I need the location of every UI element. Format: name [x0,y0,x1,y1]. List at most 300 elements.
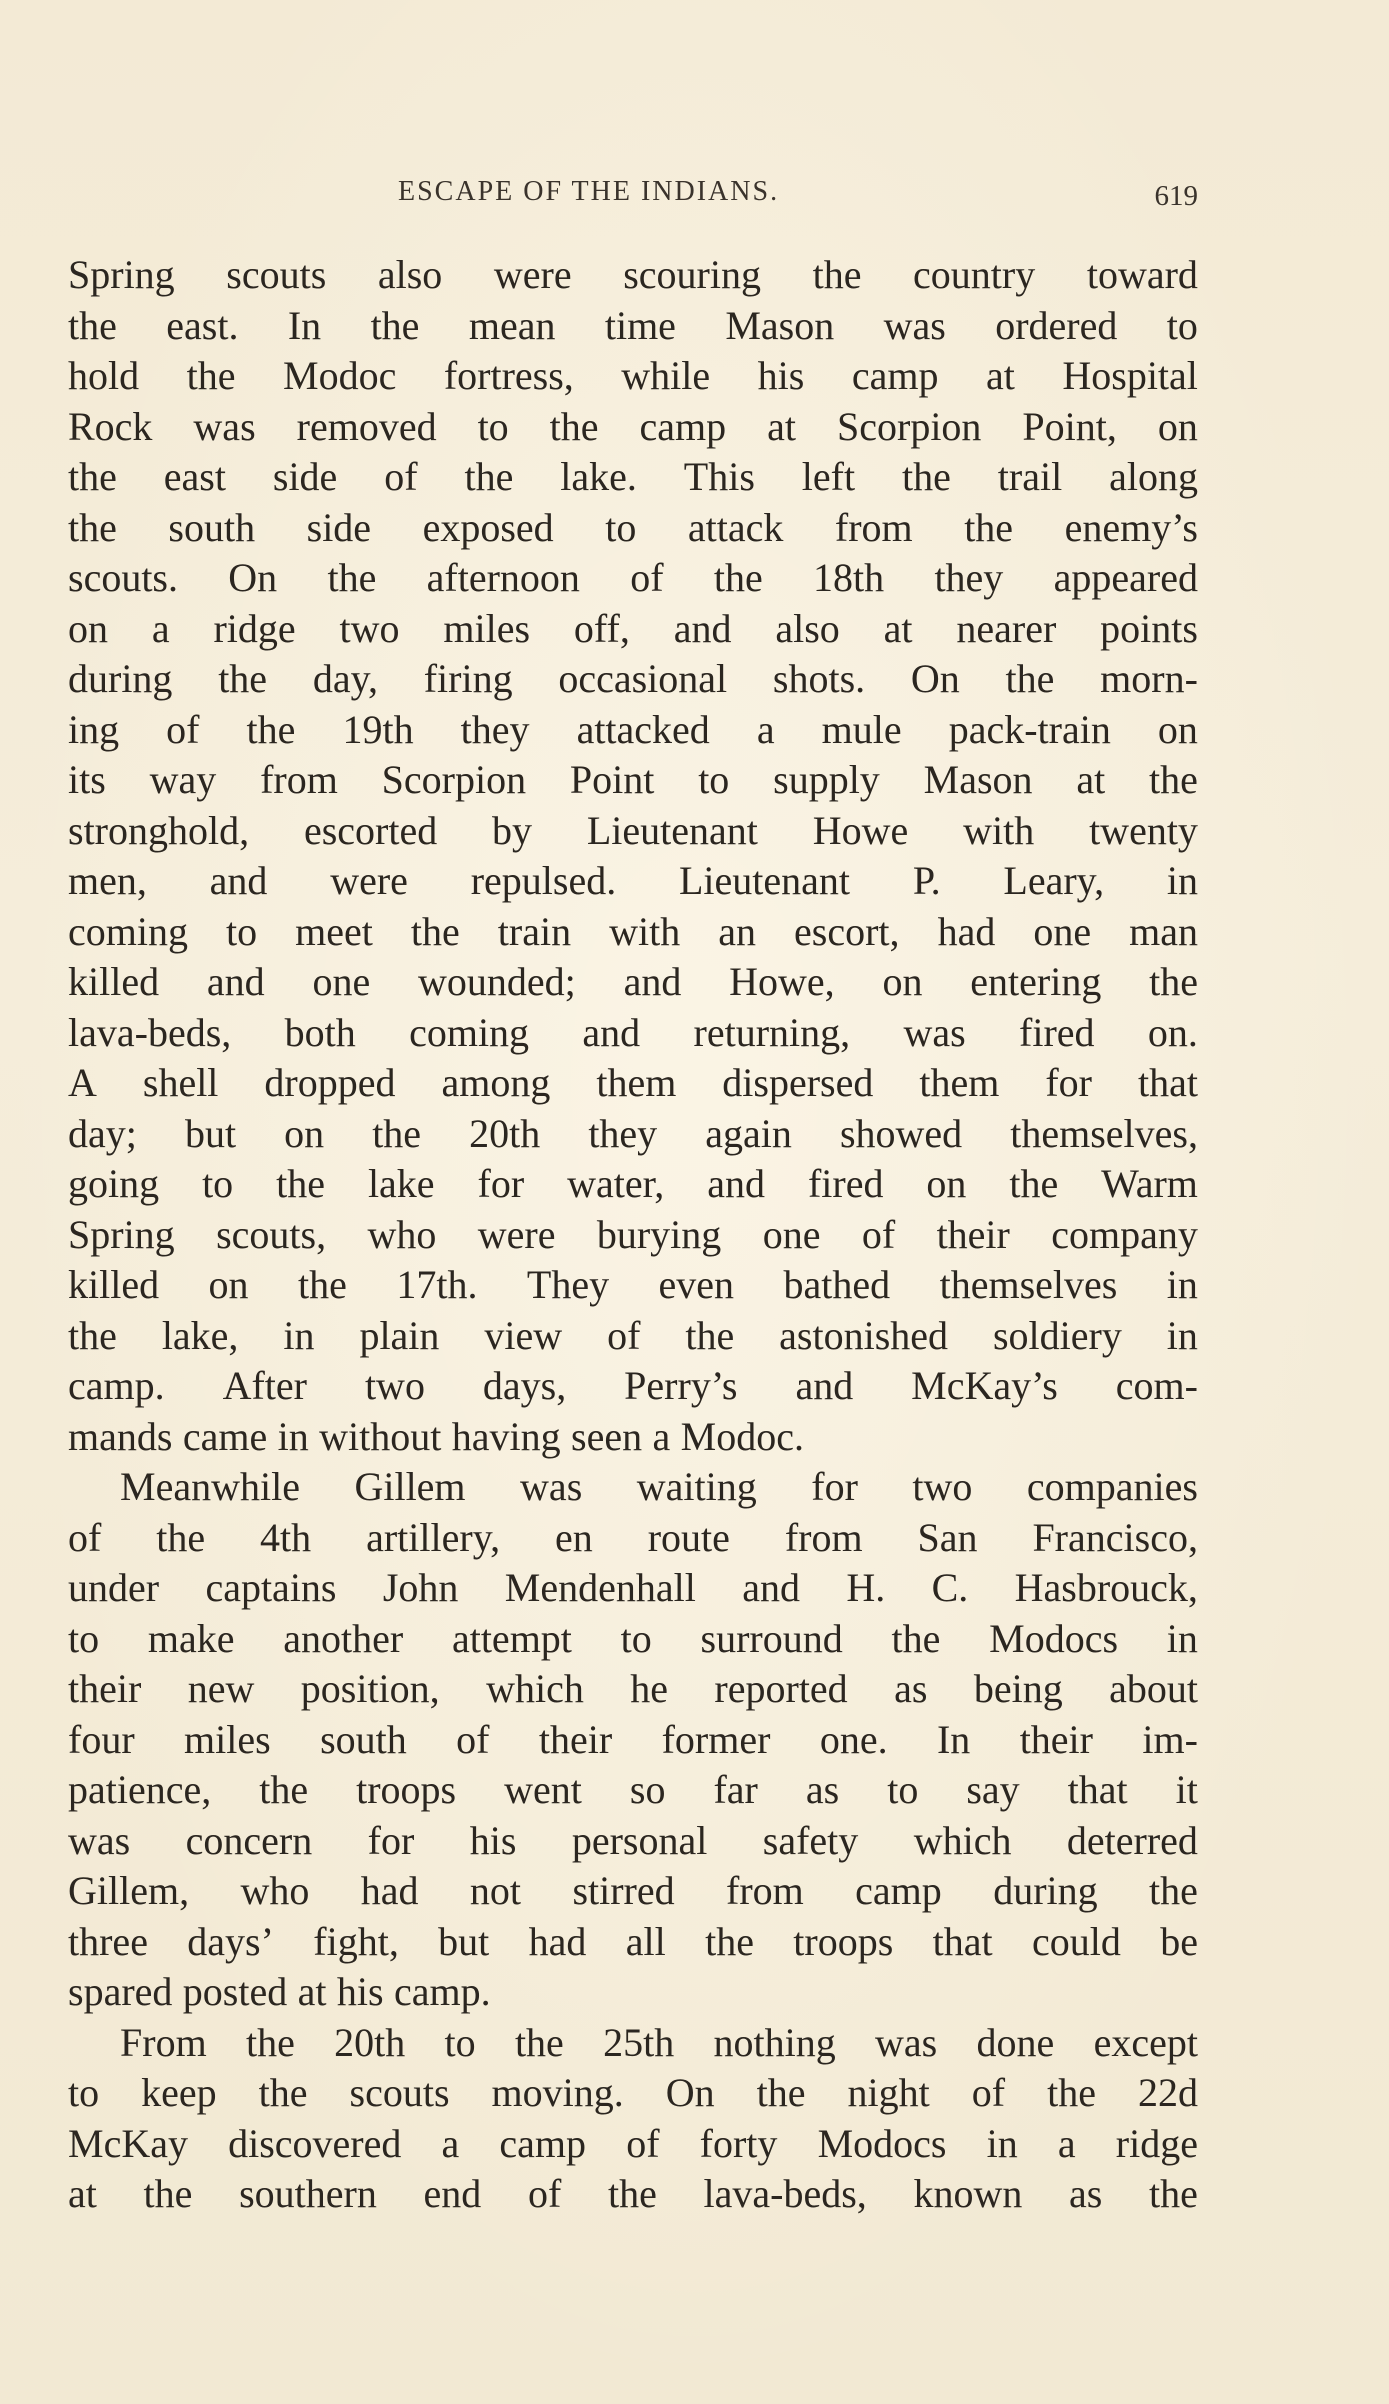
word: going [68,1161,160,1206]
word: exposed [422,504,554,550]
text-line [68,1967,1198,2018]
running-head [68,176,1198,216]
word: at [297,1969,327,2014]
word: On [910,656,960,701]
word: lake, [161,1312,239,1358]
body-text [68,250,1198,2220]
word: scouts [349,2070,450,2115]
word: while [621,353,711,398]
word: on [1157,403,1198,449]
text-line [68,2169,1198,2220]
word: Perry’s [624,1363,738,1408]
word: in [986,2120,1018,2166]
word: spared [68,1969,173,2014]
word: its [68,757,106,802]
word: a [441,2120,460,2166]
word: This [683,454,755,499]
word: the [218,656,268,701]
word: the [143,2171,193,2216]
word: four [68,1716,135,1762]
word: that [1067,1767,1128,1812]
word: the [156,1514,206,1560]
running-title: ESCAPE OF THE INDIANS. [398,176,780,207]
word: the [756,2070,806,2115]
word: Howe [812,807,909,853]
word: from [260,757,338,802]
word: companies [1026,1464,1198,1509]
word: ing [68,706,120,752]
word: nothing [713,2019,836,2065]
word: as [1069,2171,1103,2216]
word: San [917,1514,978,1560]
word: patience, [68,1767,212,1812]
word: camp [855,1868,942,1913]
word: stronghold, [68,807,250,853]
word: Spring [68,1211,175,1257]
word: the [1149,2171,1198,2216]
word: enemy’s [1064,504,1198,550]
word: 17th. [396,1262,478,1307]
word: 25th [603,2019,675,2065]
word: for [477,1161,525,1206]
word: Scorpion [837,403,982,449]
word: the [68,454,117,499]
word: to [477,403,509,449]
word: McKay’s [911,1363,1058,1408]
word: Leary, [1003,858,1105,903]
word: coming [68,908,188,954]
word: at [1076,757,1106,802]
text-line [68,301,1198,352]
word: he [630,1666,669,1711]
word: killed [68,959,160,1004]
word: their [936,1211,1010,1257]
word: to [698,757,730,802]
word: From [120,2019,207,2065]
word: the [327,555,377,600]
word: make [147,1615,235,1661]
word: had [937,908,996,954]
word: personal [571,1817,708,1863]
word: south [168,504,256,550]
word: en [555,1514,593,1560]
word: without [319,1413,442,1459]
word: meet [295,908,373,954]
word: could [1031,1918,1121,1964]
word: lake. [560,454,637,499]
word: troops [793,1918,894,1964]
word: the [410,908,460,954]
word: toward [1086,252,1198,297]
word: coming [409,1009,530,1055]
word: way [149,757,217,802]
word: of [630,555,664,600]
text-line [68,1260,1198,1311]
word: seen [571,1413,643,1459]
word: Francisco, [1032,1514,1198,1560]
word: of [68,1514,102,1560]
word: ridge [1115,2120,1198,2166]
text-line [68,1462,1198,1513]
word: Point [569,757,655,802]
word: but [184,1110,237,1156]
word: the [68,504,117,550]
word: the [891,1615,941,1661]
text-line [68,553,1198,604]
word: camp [851,353,939,398]
word: 4th [260,1514,312,1560]
word: com- [1115,1363,1198,1408]
word: train [497,908,572,954]
word: for [367,1817,415,1863]
word: They [526,1262,610,1307]
word: one. [819,1716,888,1762]
word: to [1166,302,1198,348]
word: south [320,1716,407,1762]
word: came [182,1413,268,1459]
word: was [875,2019,938,2065]
word: Modoc. [680,1413,804,1459]
word: the [705,1918,754,1964]
word: Scorpion [381,757,527,802]
text-line [68,1917,1198,1968]
text-line [68,402,1198,453]
word: left [801,454,856,499]
word: they [588,1110,658,1156]
word: 22d [1137,2070,1198,2115]
word: the [902,454,951,499]
word: scouring [623,252,761,297]
word: two [912,1464,973,1509]
word: new [187,1666,255,1711]
word: fired [807,1161,884,1206]
word: night [847,2070,930,2115]
text-line [68,1008,1198,1059]
word: on [1157,706,1198,752]
word: the [607,2171,657,2216]
word: the [464,454,514,499]
text-line [68,452,1198,503]
word: at [985,353,1015,398]
word: scouts, [216,1211,327,1257]
word: Mendenhall [504,1565,696,1610]
page-number: 619 [1154,180,1198,212]
text-line [68,1866,1198,1917]
word: two [339,605,400,651]
word: time [604,302,676,348]
word: say [966,1767,1020,1812]
word: camp. [393,1969,491,2014]
word: pack-train [948,706,1111,752]
word: 18th [813,555,885,600]
word: repulsed. [470,858,617,903]
text-line [68,1513,1198,1564]
text-line [68,250,1198,301]
text-line [68,1765,1198,1816]
word: the [372,1110,422,1156]
word: of [861,1211,896,1257]
word: the [258,2070,308,2115]
text-line [68,1058,1198,1109]
word: his [469,1817,517,1863]
word: went [504,1767,582,1812]
word: forty [699,2120,778,2166]
word: camp [499,2120,587,2166]
word: and [707,1161,766,1206]
word: lava-beds, [68,1009,232,1055]
word: troops [356,1767,457,1812]
word: twenty [1089,807,1198,853]
word: day; [68,1110,137,1156]
text-line [68,1159,1198,1210]
word: astonished [779,1312,949,1358]
word: with [963,807,1035,853]
word: the [1009,1161,1059,1206]
word: and [206,959,265,1004]
word: keep [141,2070,217,2115]
word: 19th [342,706,414,752]
word: C. [931,1565,969,1610]
word: who [240,1868,310,1913]
word: shell [142,1060,219,1105]
word: the [713,555,763,600]
word: dispersed [722,1060,874,1105]
word: the [259,1767,309,1812]
word: in [1166,1262,1198,1307]
word: to [226,908,258,954]
word: shots. [772,656,866,701]
word: occasional [558,656,728,701]
word: burying [596,1211,722,1257]
word: even [658,1262,735,1307]
word: mule [821,706,902,752]
word: the [1149,959,1198,1004]
word: among [441,1060,551,1105]
word: one [762,1211,821,1257]
word: so [629,1767,666,1812]
word: to [605,504,637,550]
word: lava-beds, [703,2171,867,2216]
word: the [1149,1868,1198,1913]
word: Mason [923,757,1033,802]
text-line [68,351,1198,402]
word: former [661,1716,771,1762]
word: being [973,1666,1063,1711]
word: and [742,1565,800,1610]
word: under [68,1565,160,1610]
word: from [784,1514,863,1560]
word: at [767,403,797,449]
word: attack [687,504,784,550]
text-line [68,2119,1198,2170]
word: of [527,2171,562,2216]
word: but [438,1918,490,1964]
word: and [673,605,732,651]
word: scouts [226,252,327,297]
word: 20th [469,1110,541,1156]
word: miles [184,1716,271,1762]
text-line [68,1715,1198,1766]
word: one [312,959,371,1004]
word: man [1129,908,1198,954]
word: In [936,1716,971,1762]
word: Point, [1022,403,1117,449]
word: camp. [68,1363,165,1408]
text-line [68,1664,1198,1715]
word: stirred [572,1868,675,1913]
word: that [932,1918,993,1964]
word: to [887,1767,919,1812]
word: which [913,1817,1012,1863]
word: lake [367,1161,435,1206]
word: concern [185,1817,313,1863]
word: moving. [491,2070,624,2115]
word: southern [239,2171,377,2216]
word: soldiery [992,1312,1122,1358]
word: the [245,2019,295,2065]
word: on [208,1262,249,1307]
word: attacked [576,706,710,752]
word: the [186,353,236,398]
word: were [330,858,408,903]
word: the [1005,656,1055,701]
word: mean [468,302,556,348]
word: from [726,1868,804,1913]
word: during [993,1868,1098,1913]
text-line [68,907,1198,958]
word: one [1033,908,1092,954]
word: in [1166,858,1198,903]
word: side [272,454,338,499]
word: company [1051,1211,1198,1257]
word: as [894,1666,928,1711]
text-line [68,806,1198,857]
word: Modoc [283,353,397,398]
word: as [805,1767,840,1812]
word: Lieutenant [586,807,758,853]
word: two [364,1363,425,1408]
word: fight, [313,1918,399,1964]
word: plain [359,1312,440,1358]
word: posted [182,1969,288,2014]
word: John [382,1565,459,1610]
word: Meanwhile [120,1464,300,1509]
word: in [1166,1312,1198,1358]
word: supply [773,757,880,802]
word: camp [639,403,727,449]
text-line [68,2018,1198,2069]
word: with [609,908,681,954]
word: a [652,1413,671,1459]
text-line [68,705,1198,756]
word: side [306,504,372,550]
word: in [1166,1615,1198,1661]
word: east. [166,302,239,348]
word: 20th [334,2019,406,2065]
word: On [665,2070,715,2115]
word: fired [1019,1009,1095,1055]
word: from [834,504,913,550]
text-line [68,1614,1198,1665]
word: their [538,1716,613,1762]
word: fortress, [443,353,574,398]
word: the [1149,757,1198,802]
word: of [166,706,200,752]
word: to [68,2070,100,2115]
word: done [976,2019,1055,2065]
word: to [620,1615,652,1661]
word: firing [423,656,513,701]
word: the [276,1161,325,1206]
word: miles [443,605,531,651]
word: in [283,1312,315,1358]
word: view [484,1312,563,1358]
word: again [705,1110,792,1156]
text-line [68,957,1198,1008]
word: waiting [636,1464,757,1509]
word: both [284,1009,356,1055]
word: points [1100,605,1198,651]
word: Lieutenant [679,858,851,903]
word: on [926,1161,967,1206]
word: attempt [451,1615,572,1661]
word: the [549,403,599,449]
text-line [68,1109,1198,1160]
word: bathed [783,1262,891,1307]
word: Howe, [729,959,835,1004]
word: morn- [1100,656,1198,701]
text-line [68,2068,1198,2119]
word: afternoon [426,555,580,600]
text-line [68,1563,1198,1614]
word: country [913,252,1036,297]
word: Hasbrouck, [1014,1565,1198,1610]
text-line [68,654,1198,705]
word: wounded; [418,959,576,1004]
word: discovered [228,2120,402,2166]
word: of [384,454,418,499]
word: im- [1142,1716,1198,1762]
word: position, [300,1666,440,1711]
word: not [469,1868,522,1913]
word: his [757,353,805,398]
word: during [68,656,173,701]
word: far [713,1767,758,1812]
word: at [68,2171,97,2216]
word: had [528,1918,587,1964]
word: to [202,1161,234,1206]
word: trail [997,454,1063,499]
word: nearer [956,605,1057,651]
text-line [68,856,1198,907]
word: appeared [1053,555,1198,600]
word: the [1047,2070,1096,2115]
word: them [919,1060,1000,1105]
word: known [913,2171,1023,2216]
text-line [68,1361,1198,1412]
word: the [514,2019,564,2065]
word: ordered [995,302,1118,348]
word: Modocs [989,1615,1119,1661]
word: escorted [303,807,438,853]
word: their [68,1666,142,1711]
word: also [775,605,840,651]
text-line [68,1311,1198,1362]
word: an [718,908,757,954]
word: had [360,1868,419,1913]
word: was [193,403,256,449]
word: and [209,858,268,903]
